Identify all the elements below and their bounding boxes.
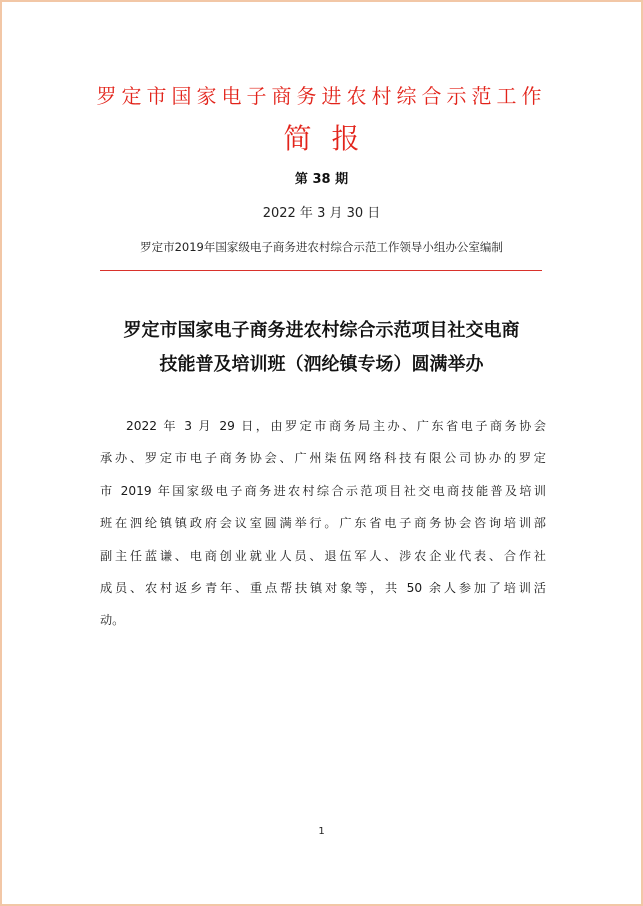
header-divider	[100, 270, 542, 271]
issue-date: 2022 年 3 月 30 日	[262, 206, 381, 221]
bulletin-header-title: 罗定市国家电子商务进农村综合示范工作	[96, 84, 547, 108]
bulletin-header-subtitle: 简报	[283, 122, 380, 155]
body-line: 成员、农村返乡青年、重点帮扶镇对象等，共 50 余人参加了培训活	[100, 581, 546, 596]
article-body	[100, 410, 546, 637]
body-line: 班在泗纶镇镇政府会议室圆满举行。广东省电子商务协会咨询培训部	[100, 516, 546, 531]
page-number: 1	[318, 826, 325, 837]
body-line: 动。	[100, 613, 125, 628]
body-line: 2022 年 3 月 29 日，由罗定市商务局主办、广东省电子商务协会	[126, 419, 546, 433]
body-line: 市 2019 年国家级电子商务进农村综合示范项目社交电商技能普及培训	[100, 483, 546, 498]
issue-number: 第 38 期	[294, 172, 349, 187]
article-title	[0, 314, 643, 382]
article-title-line: 罗定市国家电子商务进农村综合示范项目社交电商	[123, 320, 520, 341]
article-title-line: 技能普及培训班（泗纶镇专场）圆满举办	[159, 354, 484, 375]
body-line: 副主任蓝谦、电商创业就业人员、退伍军人、涉农企业代表、合作社	[100, 548, 546, 563]
issuer-line: 罗定市2019年国家级电子商务进农村综合示范工作领导小组办公室编制	[140, 240, 503, 254]
body-line: 承办、罗定市电子商务协会、广州柒伍网络科技有限公司协办的罗定	[100, 451, 546, 466]
